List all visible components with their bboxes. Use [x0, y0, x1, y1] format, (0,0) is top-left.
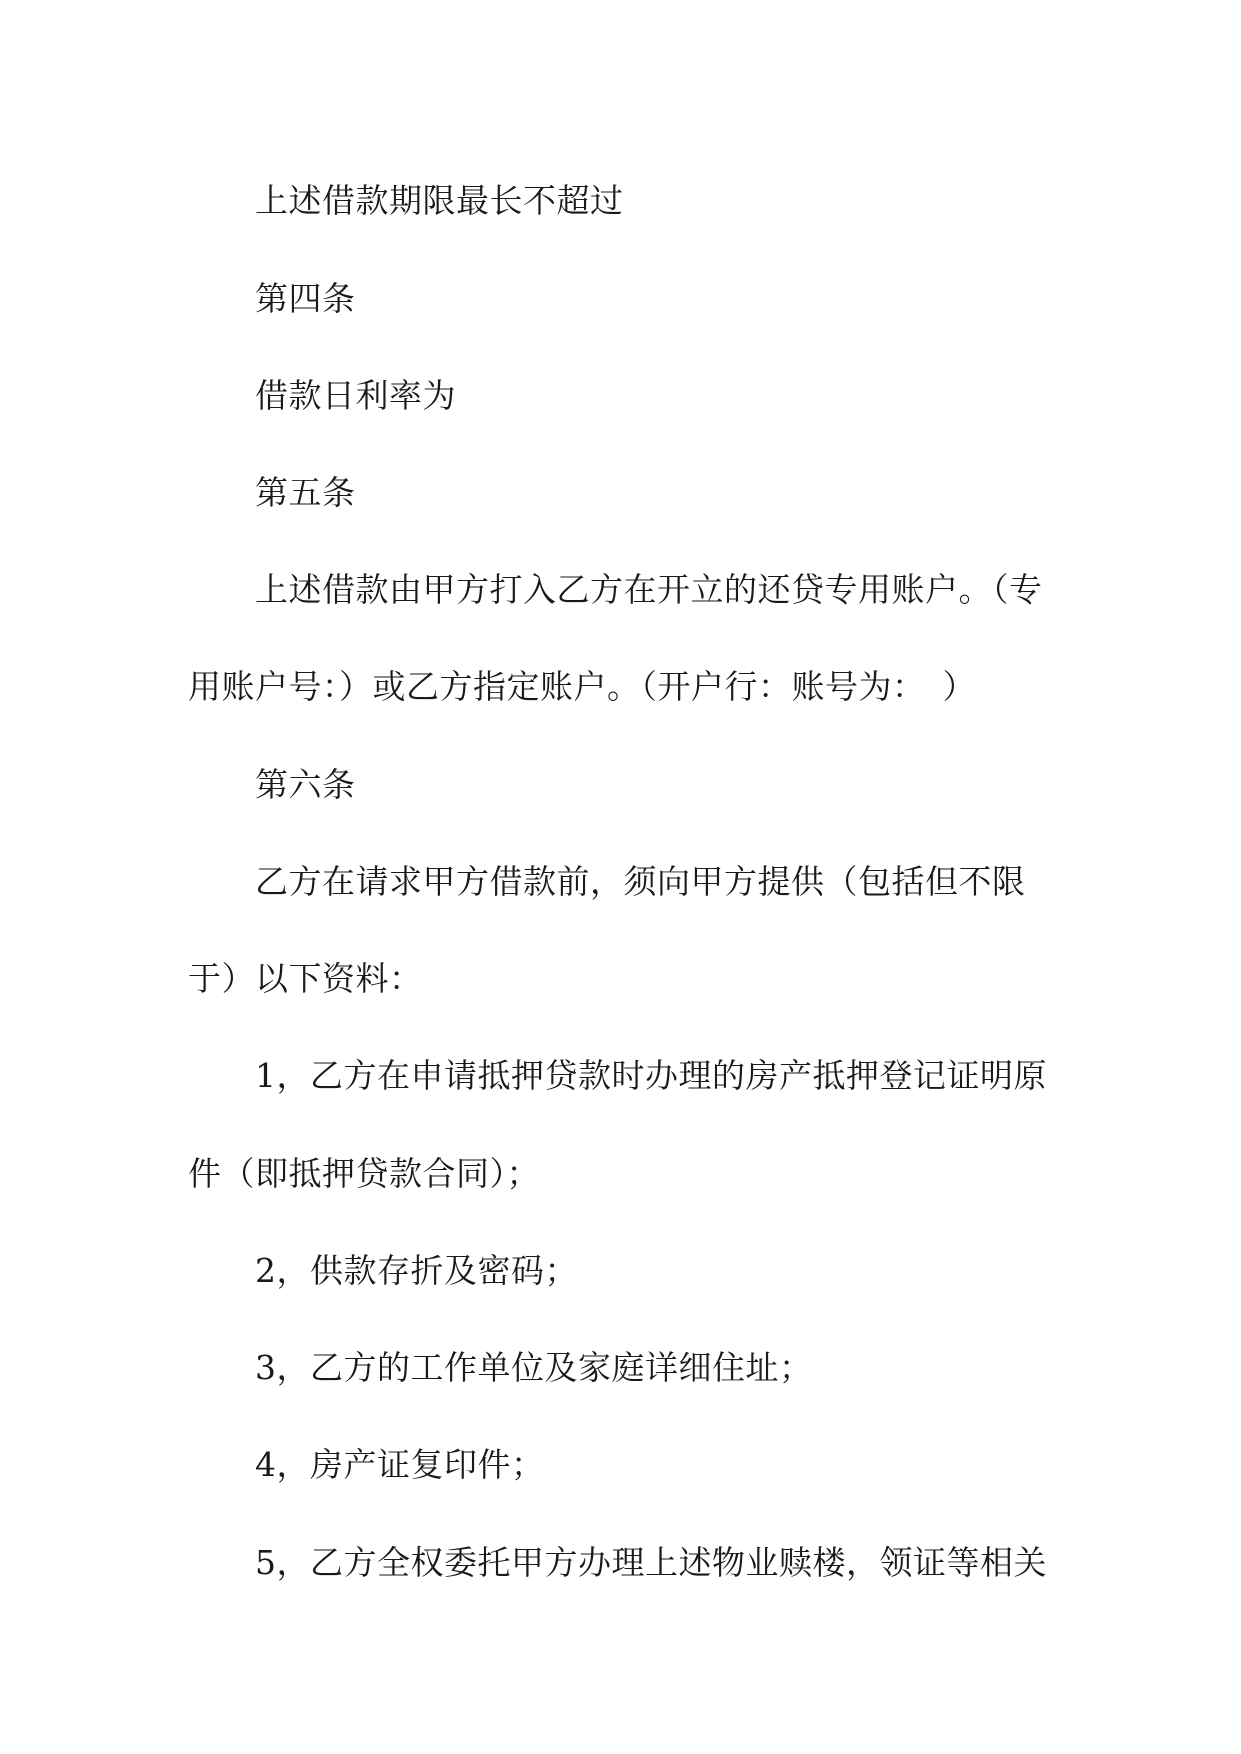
- article-6-paragraph-line-2: 于）以下资料：: [188, 959, 423, 998]
- article-6-paragraph-line-1: 乙方在请求甲方借款前，须向甲方提供（包括但不限: [255, 862, 1026, 901]
- article-5-paragraph-line-1: 上述借款由甲方打入乙方在开立的还贷专用账户。（专: [255, 570, 1043, 609]
- article-5-heading: 第五条: [255, 473, 356, 512]
- loan-term-text: 上述借款期限最长不超过: [255, 181, 624, 220]
- list-item-1-line-1: 1，乙方在申请抵押贷款时办理的房产抵押登记证明原: [255, 1056, 1047, 1095]
- article-4-heading: 第四条: [255, 279, 356, 318]
- list-item-1-line-2: 件（即抵押贷款合同）；: [188, 1154, 540, 1193]
- list-item-4: 4，房产证复印件；: [255, 1445, 545, 1484]
- list-item-2: 2，供款存折及密码；: [255, 1251, 578, 1290]
- daily-interest-text: 借款日利率为: [255, 376, 456, 415]
- list-item-3: 3，乙方的工作单位及家庭详细住址；: [255, 1348, 813, 1387]
- article-6-heading: 第六条: [255, 765, 356, 804]
- article-5-paragraph-line-2: 用账户号：）或乙方指定账户。（开户行：账号为： ）: [188, 667, 976, 706]
- list-item-5: 5，乙方全权委托甲方办理上述物业赎楼，领证等相关: [255, 1543, 1047, 1582]
